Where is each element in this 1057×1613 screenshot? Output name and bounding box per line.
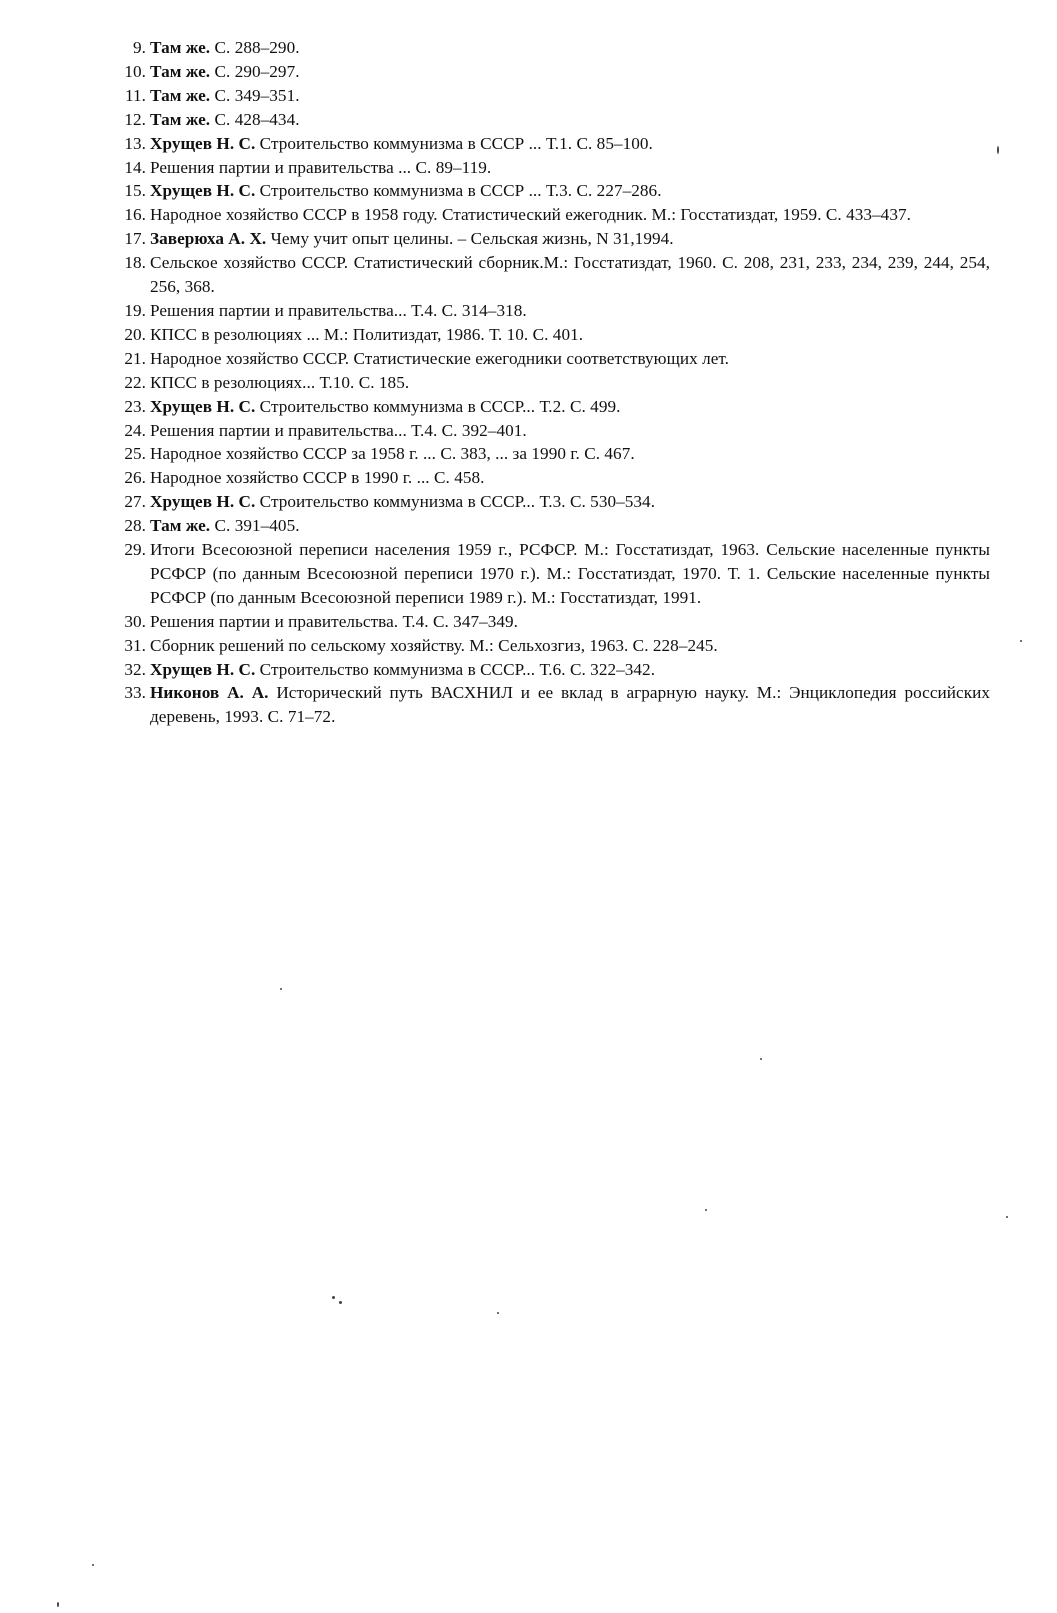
endnote-text: С. 428–434.	[210, 109, 300, 129]
endnote-item	[112, 490, 990, 514]
endnote-text: С. 349–351.	[210, 85, 300, 105]
endnote-item	[112, 179, 990, 203]
endnote-text: С. 290–297.	[210, 61, 300, 81]
endnote-number: 17.	[124, 229, 146, 249]
endnote-item	[112, 658, 990, 682]
endnote-item	[112, 442, 990, 466]
endnote-item	[112, 203, 990, 227]
endnotes-list	[112, 36, 990, 729]
endnote-text: Народное хозяйство СССР за 1958 г. ... С. 383, ... за 1990 г. С. 467.	[150, 444, 635, 464]
endnote-author: Там же.	[150, 85, 211, 105]
endnote-number: 22.	[124, 372, 146, 392]
endnote-number: 11.	[125, 85, 146, 105]
endnote-item	[112, 299, 990, 323]
endnote-item	[112, 323, 990, 347]
endnote-item	[112, 108, 990, 132]
endnote-number: 15.	[124, 181, 146, 201]
endnote-author: Хрущев Н. С.	[150, 181, 256, 201]
endnote-number: 10.	[124, 61, 146, 81]
endnote-number: 25.	[124, 444, 146, 464]
endnote-number: 30.	[124, 611, 146, 631]
endnote-text: Строительство коммунизма в СССР... Т.6. С. 322–342.	[255, 659, 656, 679]
endnote-number: 9.	[133, 38, 146, 57]
endnote-item	[112, 466, 990, 490]
endnote-author: Хрущев Н. С.	[150, 659, 256, 679]
endnote-number: 21.	[124, 348, 146, 368]
endnote-number: 29.	[124, 540, 146, 560]
endnote-number: 16.	[124, 205, 146, 225]
scan-speck	[92, 1564, 94, 1566]
endnote-text: Решения партии и правительства... Т.4. С. 314–318.	[150, 300, 527, 320]
endnote-item	[112, 538, 990, 610]
endnote-text: Строительство коммунизма в СССР ... Т.1. С. 85–100.	[255, 133, 653, 153]
scan-speck	[57, 1602, 59, 1607]
endnote-text: КПСС в резолюциях ... М.: Политиздат, 1986. Т. 10. С. 401.	[150, 324, 584, 344]
endnote-text: Чему учит опыт целины. – Сельская жизнь, N 31,1994.	[266, 229, 674, 249]
endnote-item	[112, 132, 990, 156]
endnote-number: 12.	[124, 109, 146, 129]
scan-speck	[332, 1296, 335, 1299]
endnote-item	[112, 419, 990, 443]
endnote-item	[112, 60, 990, 84]
endnote-author: Хрущев Н. С.	[150, 133, 256, 153]
scan-speck	[339, 1301, 342, 1304]
endnote-author: Заверюха А. Х.	[150, 229, 267, 249]
endnote-text: Сельское хозяйство СССР. Статистический сборник.М.: Госстатиздат, 1960. С. 208, 231, 233, 234, 239, 244, 254, 256, 368.	[150, 253, 990, 297]
endnote-number: 23.	[124, 396, 146, 416]
endnote-item	[112, 634, 990, 658]
endnote-item	[112, 610, 990, 634]
endnote-item	[112, 251, 990, 299]
endnote-number: 24.	[124, 420, 146, 440]
endnote-number: 13.	[124, 133, 146, 153]
endnote-author: Хрущев Н. С.	[150, 492, 256, 512]
endnote-number: 26.	[124, 468, 146, 488]
scan-speck	[280, 988, 282, 990]
endnote-author: Хрущев Н. С.	[150, 396, 256, 416]
endnote-text: Исторический путь ВАСХНИЛ и ее вклад в аграрную науку. М.: Энциклопедия российских деревень, 1993. С. 71–72.	[150, 683, 990, 727]
endnote-number: 32.	[124, 659, 146, 679]
scan-speck	[705, 1209, 707, 1211]
scan-speck	[1020, 640, 1022, 642]
scan-speck	[497, 1312, 499, 1314]
endnote-number: 18.	[124, 253, 146, 273]
endnote-author: Там же.	[150, 61, 211, 81]
endnote-item	[112, 371, 990, 395]
endnote-text: Итоги Всесоюзной переписи населения 1959 г., РСФСР. М.: Госстатиздат, 1963. Сельские населенные пункты РСФСР (по данным Всесоюзной переписи 1970 г.). М.: Госстатиздат, 1970. Т. 1. Сельские населенные пункты РСФСР (по данным Всесоюзной переписи 1989 г.). М.: Госстатиздат, 1991.	[150, 540, 990, 607]
endnote-item	[112, 84, 990, 108]
endnote-text: Народное хозяйство СССР. Статистические ежегодники соответствующих лет.	[150, 348, 730, 368]
scan-speck	[997, 146, 999, 154]
endnote-text: Строительство коммунизма в СССР... Т.3. С. 530–534.	[255, 492, 656, 512]
endnote-item	[112, 395, 990, 419]
endnote-item	[112, 514, 990, 538]
endnote-number: 27.	[124, 492, 146, 512]
scan-speck	[760, 1058, 762, 1060]
endnote-text: Решения партии и правительства. Т.4. С. 347–349.	[150, 611, 519, 631]
endnote-number: 20.	[124, 324, 146, 344]
endnote-number: 31.	[124, 635, 146, 655]
endnote-text: Народное хозяйство СССР в 1990 г. ... С. 458.	[150, 468, 485, 488]
endnote-number: 33.	[124, 683, 146, 703]
endnote-author: Там же.	[150, 38, 211, 57]
endnote-text: Строительство коммунизма в СССР... Т.2. С. 499.	[255, 396, 621, 416]
endnote-author: Никонов А. А.	[150, 683, 269, 703]
endnote-author: Там же.	[150, 109, 211, 129]
endnote-text: С. 288–290.	[210, 38, 300, 57]
endnote-text: Народное хозяйство СССР в 1958 году. Статистический ежегодник. М.: Госстатиздат, 1959. С. 433–437.	[150, 205, 911, 225]
endnote-text: Решения партии и правительства... Т.4. С. 392–401.	[150, 420, 527, 440]
endnote-item	[112, 681, 990, 729]
endnote-text: Сборник решений по сельскому хозяйству. М.: Сельхозгиз, 1963. С. 228–245.	[150, 635, 718, 655]
scan-speck	[1006, 1216, 1008, 1218]
endnote-text: Решения партии и правительства ... С. 89–119.	[150, 157, 492, 177]
endnote-author: Там же.	[150, 516, 211, 536]
endnote-text: С. 391–405.	[210, 516, 300, 536]
endnote-text: Строительство коммунизма в СССР ... Т.3. С. 227–286.	[255, 181, 662, 201]
endnote-number: 19.	[124, 300, 146, 320]
endnote-number: 28.	[124, 516, 146, 536]
endnote-item	[112, 347, 990, 371]
endnote-item	[112, 156, 990, 180]
endnote-number: 14.	[124, 157, 146, 177]
endnote-item	[112, 227, 990, 251]
endnote-text: КПСС в резолюциях... Т.10. С. 185.	[150, 372, 410, 392]
endnote-item	[112, 36, 990, 60]
